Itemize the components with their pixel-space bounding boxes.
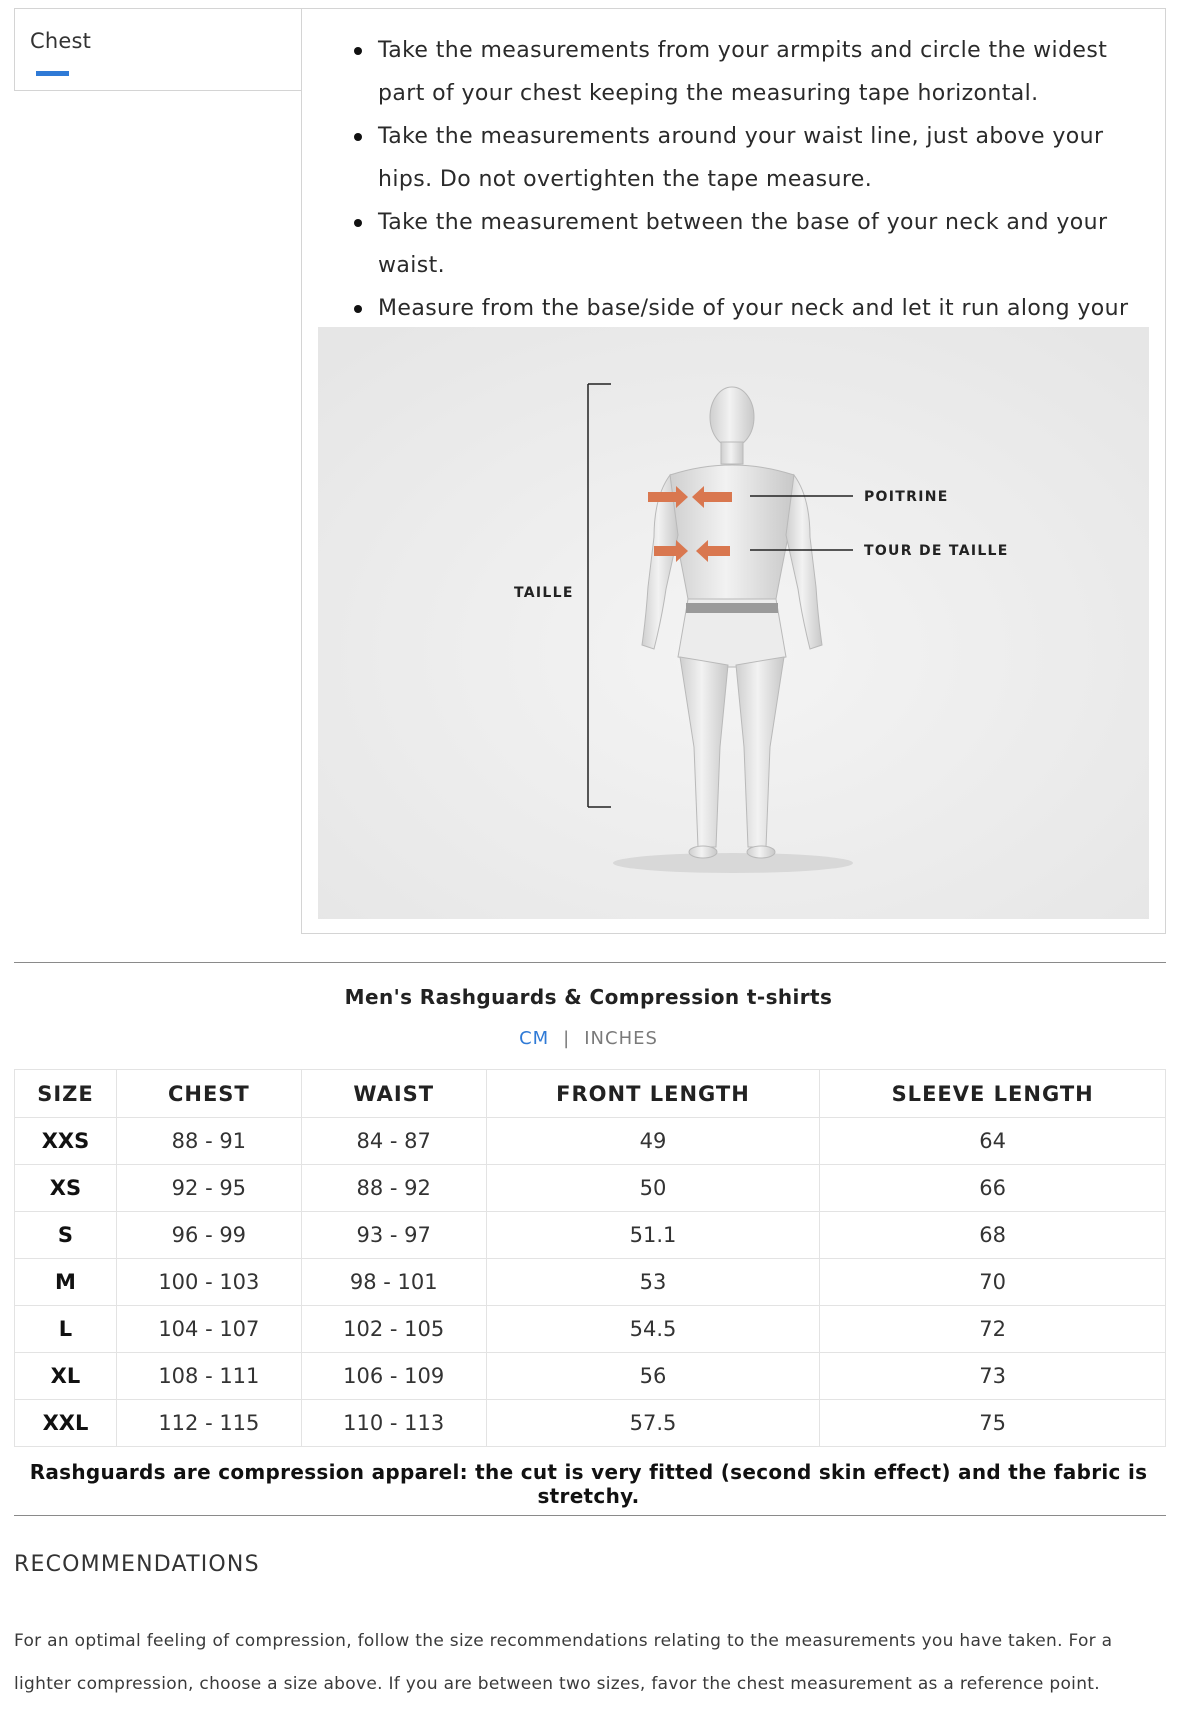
size-cell: XL [15,1353,117,1400]
table-cell: 88 - 91 [116,1118,301,1165]
waistband [686,603,778,613]
table-cell: 64 [820,1118,1166,1165]
table-row [15,1118,1166,1165]
table-cell: 108 - 111 [116,1353,301,1400]
active-tab-indicator [36,71,69,76]
table-cell: 54.5 [486,1306,820,1353]
measurement-instructions [302,29,1162,373]
instruction-item: Take the measurements around your waist line, just above your hips. Do not overtighten the tape measure. [302,115,1162,201]
table-cell: 98 - 101 [301,1259,486,1306]
size-cell: XXL [15,1400,117,1447]
recommendations-text: For an optimal feeling of compression, follow the size recommendations relating to the measurements you have taken. For a lighter compression, choose a size above. If you are between two sizes, favor the chest measurement as a reference point. [14,1631,1113,1694]
table-cell: 100 - 103 [116,1259,301,1306]
bullet-icon [354,305,362,313]
chest-label: POITRINE [864,489,949,505]
table-cell: 50 [486,1165,820,1212]
unit-inches-button[interactable]: INCHES [584,1028,658,1049]
column-header: WAIST [301,1070,486,1118]
table-cell: 75 [820,1400,1166,1447]
table-cell: 49 [486,1118,820,1165]
bullet-icon [354,219,362,227]
column-header: SLEEVE LENGTH [820,1070,1166,1118]
table-cell: 70 [820,1259,1166,1306]
size-cell: L [15,1306,117,1353]
table-cell: 106 - 109 [301,1353,486,1400]
table-cell: 93 - 97 [301,1212,486,1259]
table-cell: 92 - 95 [116,1165,301,1212]
tab-content-panel [301,8,1166,934]
unit-toggle [0,1028,1177,1049]
size-cell: XXS [15,1118,117,1165]
size-table-title: Men's Rashguards & Compression t-shirts [344,985,833,1009]
bullet-icon [354,133,362,141]
table-cell: 102 - 105 [301,1306,486,1353]
table-cell: 57.5 [486,1400,820,1447]
mannequin-illustration [318,327,1149,919]
compression-note: Rashguards are compression apparel: the cut is very fitted (second skin effect) and the fabric is stretchy. [29,1460,1148,1508]
table-row [15,1165,1166,1212]
instruction-item: Take the measurements from your armpits and circle the widest part of your chest keeping the measuring tape horizontal. [302,29,1162,115]
table-cell: 53 [486,1259,820,1306]
column-header: FRONT LENGTH [486,1070,820,1118]
column-header: CHEST [116,1070,301,1118]
table-cell: 112 - 115 [116,1400,301,1447]
table-cell: 96 - 99 [116,1212,301,1259]
size-cell: M [15,1259,117,1306]
table-cell: 88 - 92 [301,1165,486,1212]
unit-cm-button[interactable]: CM [519,1028,550,1049]
table-cell: 104 - 107 [116,1306,301,1353]
column-header: SIZE [15,1070,117,1118]
tab-chest[interactable]: Chest [30,29,92,53]
bullet-icon [354,47,362,55]
table-row [15,1400,1166,1447]
table-cell: 51.1 [486,1212,820,1259]
size-cell: S [15,1212,117,1259]
waist-label: TOUR DE TAILLE [864,543,1009,559]
table-cell: 68 [820,1212,1166,1259]
instruction-item: Measure from the base/side of your neck and let it run along your [302,287,1162,373]
height-label: TAILLE [514,585,574,601]
table-cell: 110 - 113 [301,1400,486,1447]
recommendations-title: RECOMMENDATIONS [14,1552,260,1577]
measurement-figure [318,327,1149,919]
table-cell: 56 [486,1353,820,1400]
table-row [15,1306,1166,1353]
instruction-item: Take the measurement between the base of your neck and your waist. [302,201,1162,287]
table-header-row [15,1070,1166,1118]
table-cell: 66 [820,1165,1166,1212]
unit-separator: | [563,1028,571,1049]
size-table [14,1069,1166,1447]
table-row [15,1212,1166,1259]
divider [14,1515,1166,1516]
table-cell: 73 [820,1353,1166,1400]
size-cell: XS [15,1165,117,1212]
table-cell: 72 [820,1306,1166,1353]
divider [14,962,1166,963]
tab-list [14,8,302,91]
table-row [15,1353,1166,1400]
table-cell: 84 - 87 [301,1118,486,1165]
table-row [15,1259,1166,1306]
